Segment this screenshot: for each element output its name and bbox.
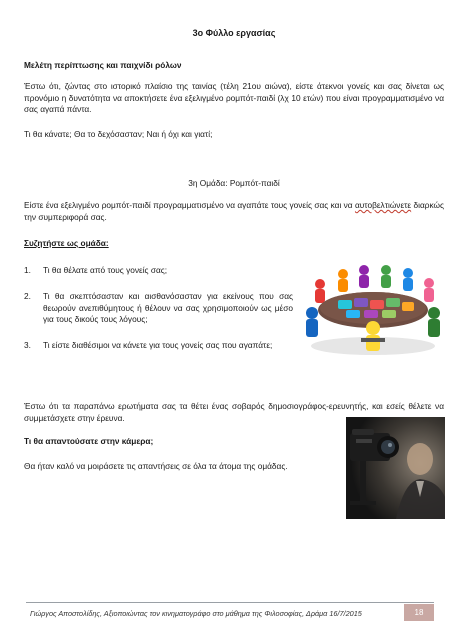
list-item: Τι θα σκεπτόσασταν και αισθανόσασταν για εκείνους που σας θεωρούν ανεπιθύμητους ή θέλουν να σας χρησιμοποιούν ως μέσο για τους δικούς τους λόγους; bbox=[43, 291, 293, 325]
list-item-number: 1. bbox=[24, 265, 31, 275]
list-item: Τι είστε διαθέσιμοι να κάνετε για τους γονείς σας που αγαπάτε; bbox=[43, 340, 273, 350]
list-item-number: 3. bbox=[24, 340, 31, 350]
camera-question: Τι θα απαντούσατε στην κάμερα; bbox=[24, 436, 154, 446]
list-item-number: 2. bbox=[24, 291, 31, 301]
group-paragraph bbox=[24, 200, 444, 223]
figure-back-red bbox=[315, 279, 325, 303]
group-text-part1: Είστε ένα εξελιγμένο ρομπότ-παιδί προγραμματισμένο να αγαπάτε τους γονείς σας και να bbox=[24, 200, 355, 210]
team-meeting-illustration bbox=[298, 258, 448, 358]
section-subtitle: Μελέτη περίπτωσης και παιχνίδι ρόλων bbox=[24, 60, 182, 70]
camera-photo bbox=[346, 417, 445, 519]
group-heading bbox=[0, 178, 468, 190]
group-text-part2: διαρκώς την συμπεριφορά σας. bbox=[24, 200, 444, 222]
share-paragraph: Θα ήταν καλό να μοιράσετε τις απαντήσεις σε όλα τα άτομα της ομάδας. bbox=[24, 461, 288, 471]
intro-paragraph: Έστω ότι, ζώντας στο ιστορικό πλαίσιο της ταινίας (τέλη 21ου αιώνα), είστε άτεκνοι γονείς και σας δίνεται ως προνόμιο η δυνατότητα να αποκτήσετε ένα εξελιγμένο ρομπότ-παιδί (λχ 10 ετών) που είναι προγραμματισμένο να σας αγαπά πάντα. bbox=[24, 81, 444, 115]
list-item: Τι θα θέλατε από τους γονείς σας; bbox=[43, 265, 168, 275]
footer-divider bbox=[26, 602, 434, 603]
discuss-heading: Συζητήστε ως ομάδα: bbox=[24, 238, 109, 248]
question-paragraph: Τι θα κάνατε; Θα το δεχόσασταν; Ναι ή όχι και γιατί; bbox=[24, 129, 213, 139]
spellcheck-word: αυτοβελτιώνετε bbox=[354, 200, 412, 210]
group-heading-text: 3η Ομάδα: Ρομπότ-παιδί bbox=[188, 178, 280, 188]
page-number-badge: 18 bbox=[404, 604, 434, 621]
footer-text: Γιώργος Αποστολίδης, Αξιοποιώντας τον κινηματογράφο στο μάθημα της Φιλοσοφίας, Δράμα 16/7/2015 bbox=[30, 609, 362, 618]
journalist-paragraph: Έστω ότι τα παραπάνω ερωτήματα σας τα θέτει ένας σοβαρός δημοσιογράφος-ερευνητής, και εσείς θέλετε να συμμετάσχετε στην έρευνα. bbox=[24, 401, 444, 423]
page-title: 3ο Φύλλο εργασίας bbox=[192, 28, 276, 38]
